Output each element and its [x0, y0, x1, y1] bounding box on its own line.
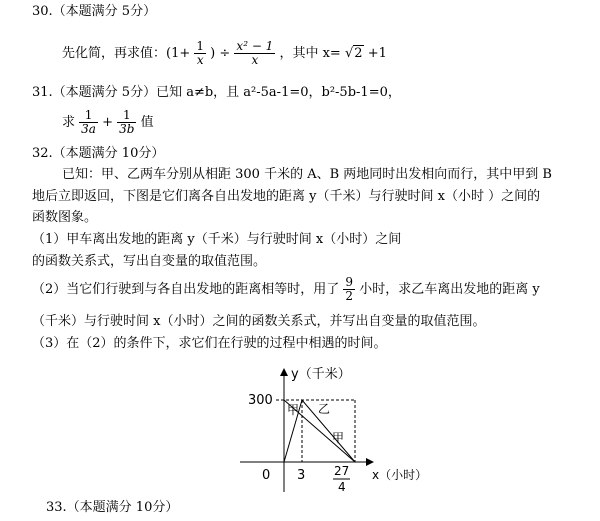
fraction-numerator: x² − 1 [236, 39, 274, 53]
fraction-denominator: 2 [345, 289, 354, 303]
y-axis-label: y（千米） [291, 367, 351, 382]
q32-sub2-text-b: 小时，求乙车离出发地的距离 y [359, 282, 540, 297]
x-axis-label: x（小时） [372, 468, 428, 482]
q30-text-a: 先化简，再求值：(1+ [62, 46, 191, 61]
q30-text-d: +1 [367, 46, 387, 61]
x-tick-27-4-numerator: 27 [334, 464, 350, 478]
x-tick-3: 3 [297, 468, 306, 483]
fraction-numerator: 1 [196, 39, 205, 53]
q30-text-b: ) ÷ [210, 46, 231, 61]
q31-header: 31.（本题满分 5分）已知 a≠b，且 a²-5a-1=0，b²-5b-1=0， [32, 85, 401, 100]
fraction-numerator: 1 [122, 108, 131, 122]
q32-sub2-fraction [343, 276, 355, 303]
sqrt-radicand: 2 [354, 46, 363, 61]
x-tick-27-4-denominator: 4 [338, 480, 346, 494]
q30-header: 30.（本题满分 5分） [32, 4, 157, 19]
q32-sub2-line-2: （千米）与行驶时间 x（小时）之间的函数关系式，并写出自变量的取值范围。 [32, 314, 486, 329]
q32-sub1-line-1: （1）甲车离出发地的距离 y（千米）与行驶时间 x（小时）之间 [32, 232, 402, 247]
q32-sub2-line-1 [32, 272, 540, 308]
q30-text-c: ，其中 x= [279, 46, 341, 61]
fraction-denominator: x [194, 53, 206, 67]
q31-text-b: 值 [140, 115, 154, 130]
q32-paragraph-line-1: 已知：甲、乙两车分别从相距 300 千米的 A、B 两地同时出发相向而行，其中甲到 B [62, 167, 552, 182]
q31-expression [62, 106, 154, 140]
y-tick-300: 300 [248, 393, 273, 408]
origin-label: 0 [262, 468, 271, 483]
function-graph [0, 362, 600, 512]
label-jia-bottom: 甲 [332, 431, 345, 445]
q31-plus: + [102, 115, 113, 130]
q30-fraction-2 [234, 40, 275, 67]
q32-sub3: （3）在（2）的条件下，求它们在行驶的过程中相遇的时间。 [32, 336, 387, 351]
fraction-denominator: 3b [119, 122, 135, 136]
q30-fraction-1 [194, 40, 206, 67]
fraction-numerator: 1 [84, 108, 93, 122]
q31-fraction-2 [117, 109, 136, 136]
q33-header: 33.（本题满分 10分） [46, 500, 179, 515]
q32-paragraph-line-3: 函数图象。 [32, 210, 98, 225]
q32-sub2-text-a: （2）当它们行驶到与各自出发地的距离相等时，用了 [32, 282, 340, 297]
q31-text-a: 求 [62, 115, 76, 130]
q31-fraction-1 [79, 109, 98, 136]
q30-expression [62, 34, 387, 74]
q30-sqrt: √2 [344, 46, 363, 61]
fraction-denominator: x [234, 53, 275, 67]
q32-header: 32.（本题满分 10分） [32, 146, 165, 161]
label-yi: 乙 [318, 402, 331, 416]
fraction-numerator: 9 [345, 275, 354, 289]
fraction-denominator: 3a [81, 122, 96, 136]
label-jia-top: 甲 [287, 403, 300, 417]
q32-paragraph-line-2: 地后立即返回，下图是它们离各自出发地的距离 y（千米）与行驶时间 x（小时 ）之间的 [32, 189, 541, 204]
q32-sub1-line-2: 的函数关系式，写出自变量的取值范围。 [32, 254, 267, 269]
